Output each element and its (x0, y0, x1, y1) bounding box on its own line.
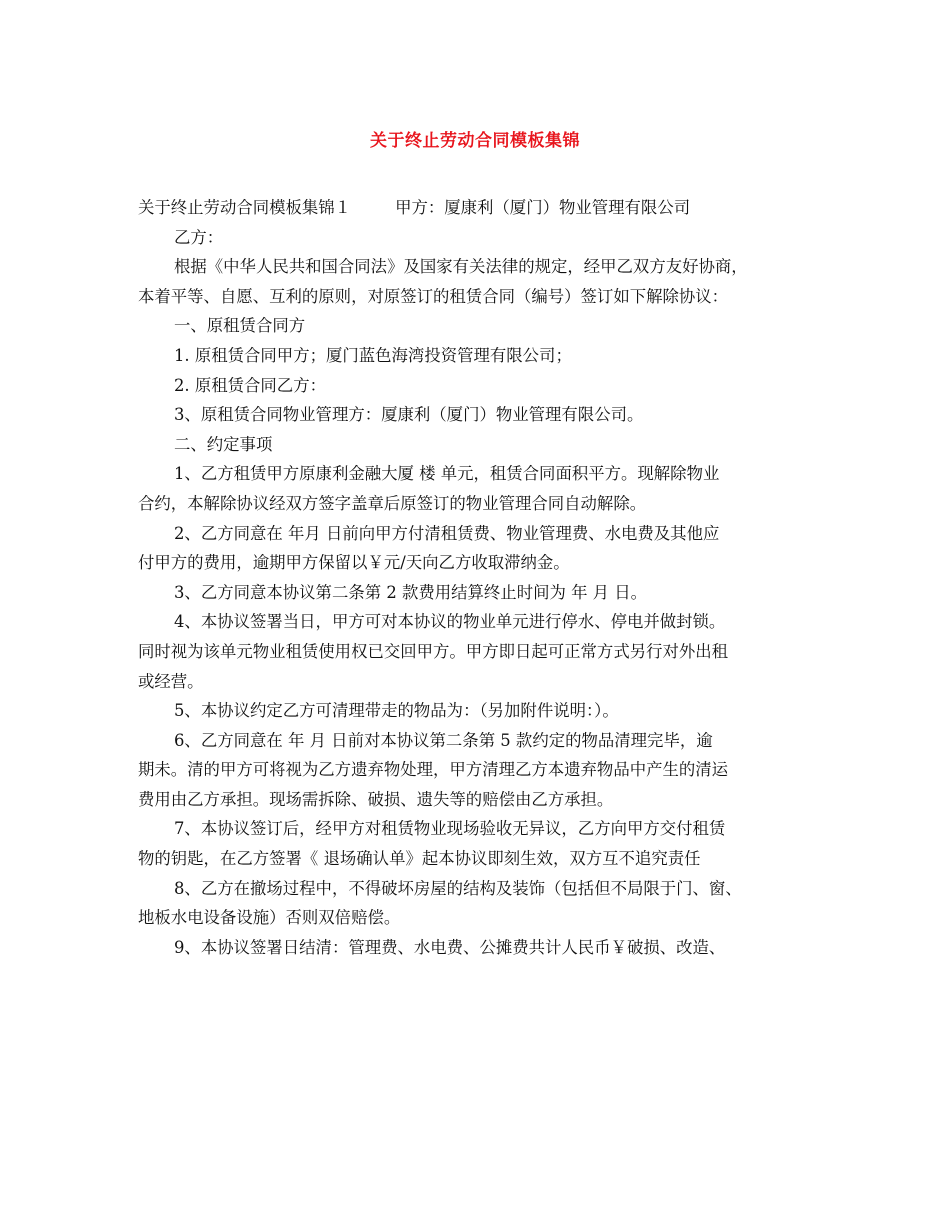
paragraph-line: 7、本协议签订后，经甲方对租赁物业现场验收无异议，乙方向甲方交付租赁 (174, 819, 726, 839)
document-body (138, 193, 818, 962)
paragraph-line: 8、乙方在撤场过程中，不得破坏房屋的结构及装饰（包括但不局限于门、窗、 (174, 878, 742, 898)
paragraph-line: 6、乙方同意在 年 月 日前对本协议第二条第 5 款约定的物品清理完毕，逾 (174, 730, 713, 750)
paragraph-line: 乙方： (174, 227, 224, 247)
paragraph-line: 期未。清的甲方可将视为乙方遗弃物处理，甲方清理乙方本遗弃物品中产生的清运 (138, 760, 729, 780)
party-a: 甲方：厦康利（厦门）物业管理有限公司 (395, 198, 691, 217)
paragraph-line: 1. 原租赁合同甲方；厦门蓝色海湾投资管理有限公司； (174, 345, 572, 365)
paragraph-line: 合约，本解除协议经双方签字盖章后原签订的物业管理合同自动解除。 (138, 493, 647, 513)
paragraph-line: 5、本协议约定乙方可清理带走的物品为：（另加附件说明：）。 (174, 701, 619, 721)
paragraph-line: 费用由乙方承担。现场需拆除、破损、遗失等的赔偿由乙方承担。 (138, 789, 614, 809)
paragraph-line: 3、乙方同意本协议第二条第 2 款费用结算终止时间为 年 月 日。 (174, 582, 648, 602)
paragraph-line: 3、原租赁合同物业管理方：厦康利（厦门）物业管理有限公司。 (174, 405, 644, 425)
paragraph-line: 2、乙方同意在 年月 日前向甲方付清租赁费、物业管理费、水电费及其他应 (174, 523, 720, 543)
paragraph-line: 同时视为该单元物业租赁使用权已交回甲方。甲方即日起可正常方式另行对外出租 (138, 641, 729, 661)
intro-heading: 关于终止劳动合同模板集锦１ (138, 198, 352, 217)
paragraph-line: 物的钥匙，在乙方签署《 退场确认单》起本协议即刻生效，双方互不追究责任 (138, 849, 701, 869)
paragraph-line: 1、乙方租赁甲方原康利金融大厦 楼 单元，租赁合同面积平方。现解除物业 (174, 464, 720, 484)
paragraph-line: 9、本协议签署日结清：管理费、水电费、公摊费共计人民币￥破损、改造、 (174, 937, 726, 957)
section-heading: 二、约定事项 (174, 434, 273, 454)
paragraph-line: 付甲方的费用，逾期甲方保留以￥元/天向乙方收取滞纳金。 (138, 553, 570, 573)
paragraph-line: 地板水电设备设施）否则双倍赔偿。 (138, 908, 401, 928)
section-heading: 一、原租赁合同方 (174, 316, 306, 336)
paragraph-line: 4、本协议签署当日，甲方可对本协议的物业单元进行停水、停电并做封锁。 (174, 612, 726, 632)
paragraph-line: 根据《中华人民共和国合同法》及国家有关法律的规定，经甲乙双方友好协商， (174, 257, 748, 277)
paragraph-line: 2. 原租赁合同乙方： (174, 375, 326, 395)
document-title: 关于终止劳动合同模板集锦 (370, 131, 580, 151)
paragraph-line: 或经营。 (138, 671, 204, 691)
paragraph-line (138, 193, 818, 223)
paragraph-line: 本着平等、自愿、互利的原则，对原签订的租赁合同（编号）签订如下解除协议： (138, 286, 729, 306)
